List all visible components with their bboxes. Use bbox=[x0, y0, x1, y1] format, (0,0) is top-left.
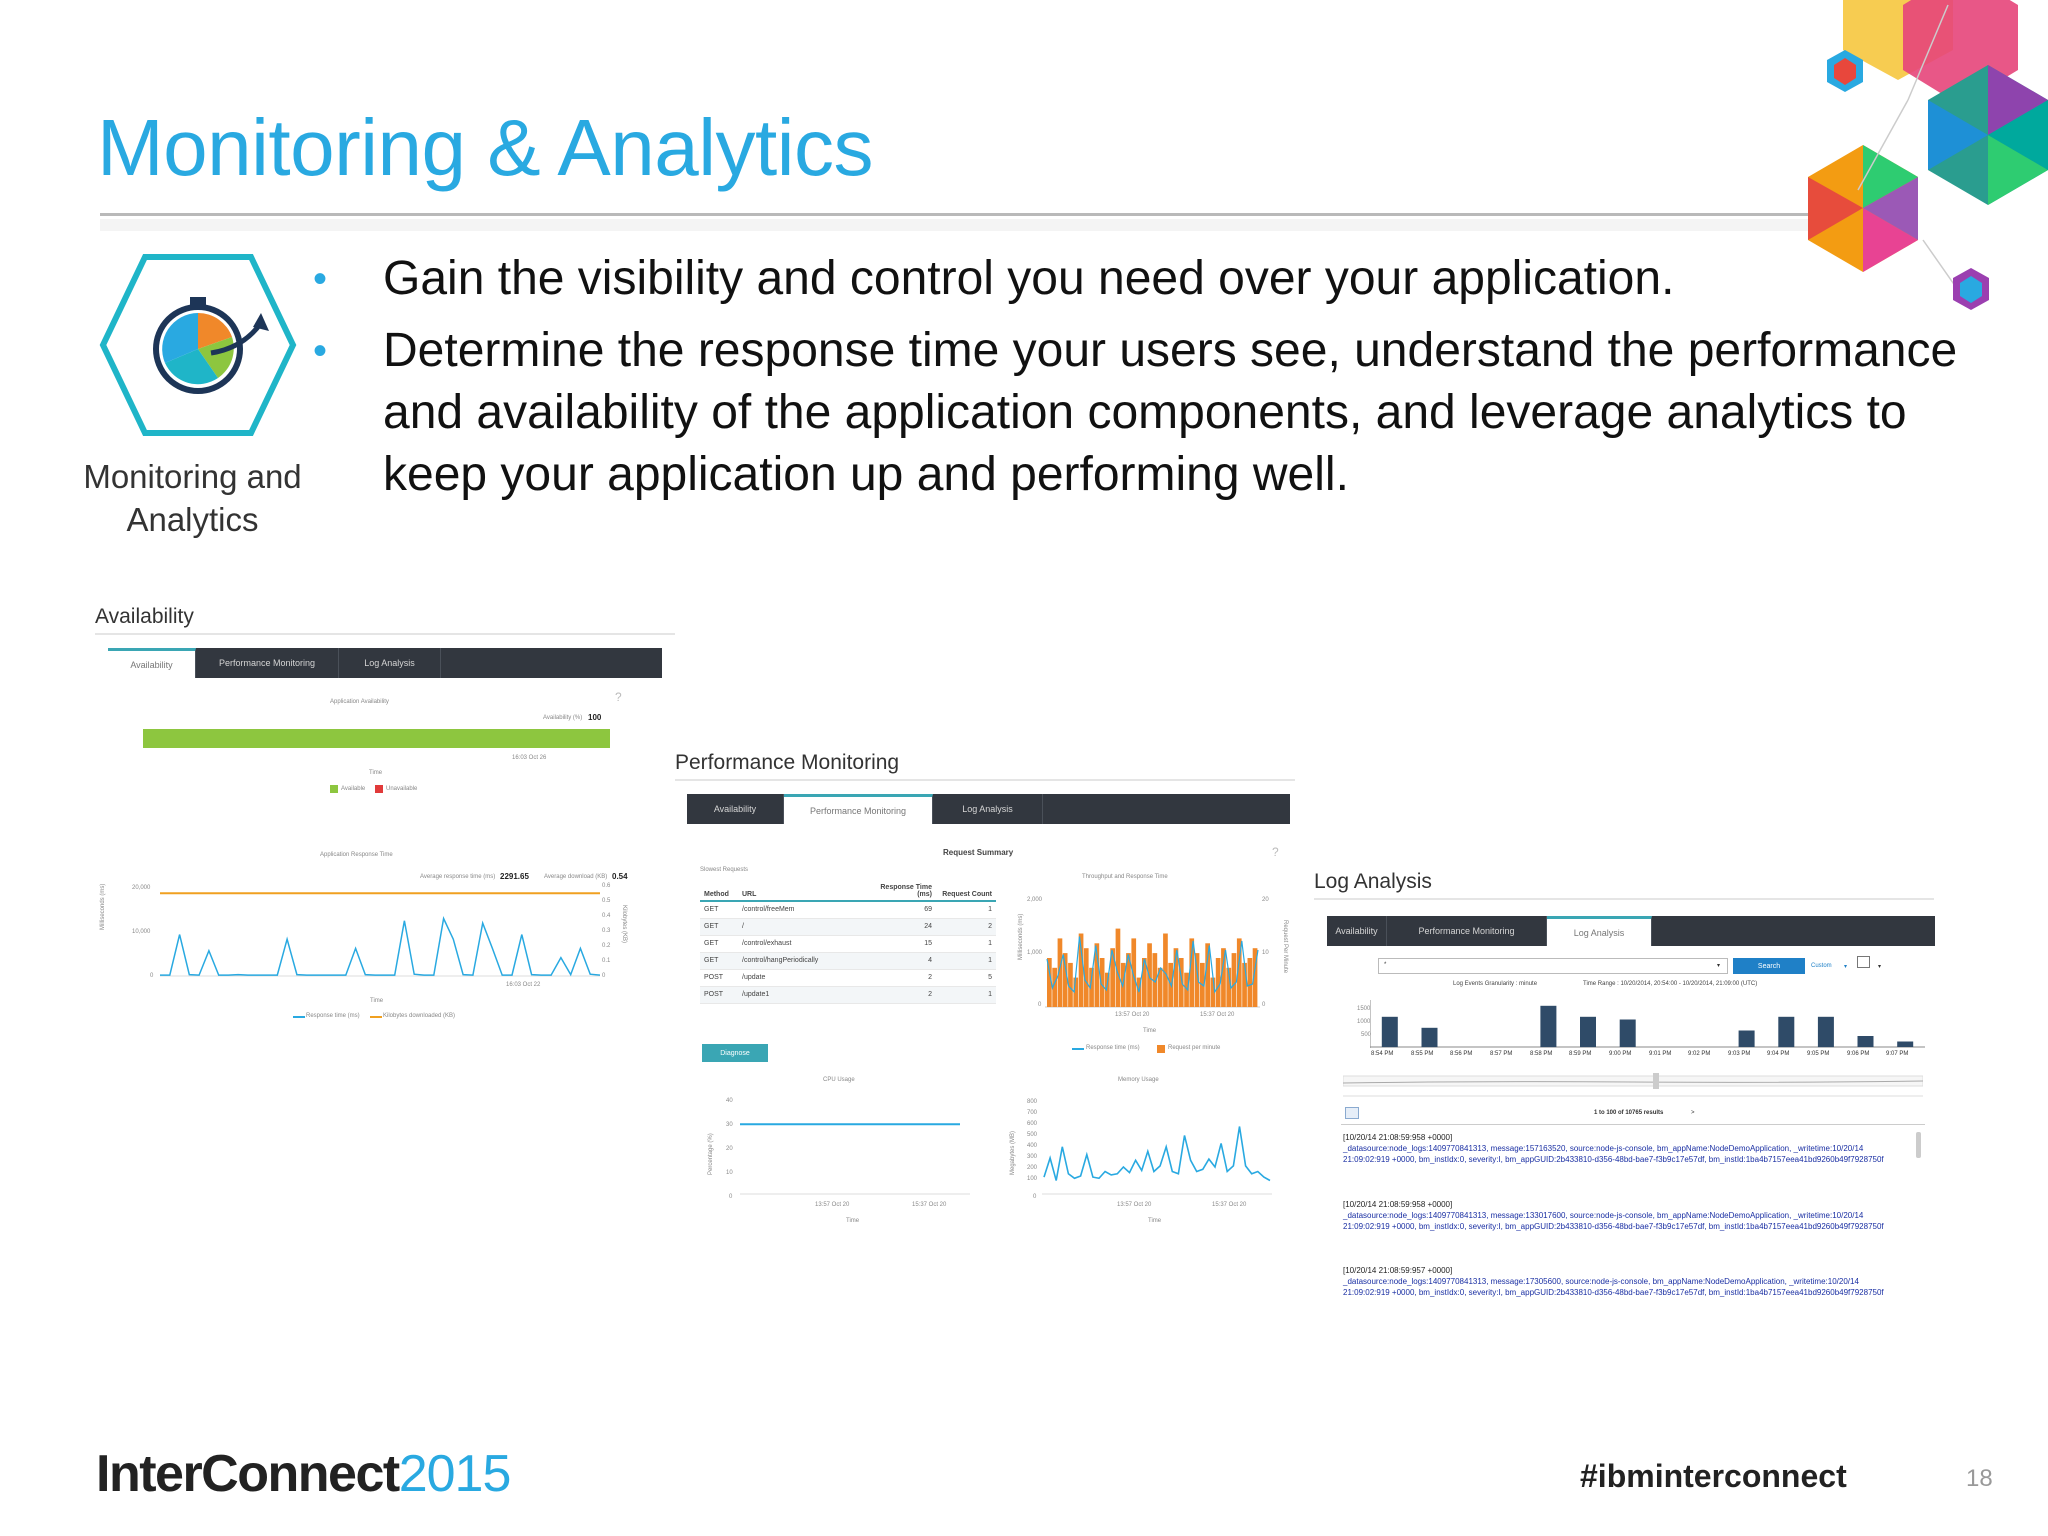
cpu-usage-chart bbox=[740, 1100, 970, 1198]
log-x-tick: 9:01 PM bbox=[1649, 1051, 1672, 1057]
response-time-x-label: Time bbox=[370, 998, 384, 1004]
log-panel-rule bbox=[1314, 898, 1934, 900]
throughput-x-tick: 13:57 Oct 20 bbox=[1115, 1012, 1150, 1018]
throughput-tick: 1,000 bbox=[1027, 950, 1043, 956]
tab-log-analysis[interactable]: Log Analysis bbox=[1547, 916, 1652, 946]
throughput-tick: 0 bbox=[1038, 1002, 1042, 1008]
log-x-tick: 9:06 PM bbox=[1847, 1051, 1870, 1057]
app-availability-title: Application Availability bbox=[330, 699, 389, 705]
legend-unavailable-label: Unavailable bbox=[386, 786, 418, 792]
table-cell: 2 bbox=[936, 918, 996, 935]
log-entry-timestamp: [10/20/14 21:08:59:957 +0000] bbox=[1343, 1266, 1453, 1275]
log-events-chart bbox=[1370, 1000, 1925, 1048]
memory-usage-title: Memory Usage bbox=[1118, 1077, 1159, 1083]
cpu-tick: 40 bbox=[726, 1098, 733, 1104]
tab-log-analysis[interactable]: Log Analysis bbox=[339, 648, 441, 678]
memory-y-label: Megabytes (MB) bbox=[1010, 1130, 1016, 1175]
table-cell: 5 bbox=[936, 969, 996, 986]
table-row[interactable] bbox=[700, 935, 996, 952]
cpu-x-label: Time bbox=[846, 1218, 860, 1224]
legend-response-label: Response time (ms) bbox=[306, 1013, 360, 1019]
log-entry-body: _datasource:node_logs:1409770841313, message:17305600, source:node-js-console, bm_appName:NodeDemoApplication, _writetime:10/20/14 21:09:02:919 +0000, bm_instIdx:0, severity:I, bm_appGUID:2b433810-d356-48bd-bae7-f3b9c17e57df, bm_instId:1ba4b7157eea41bd9260b49f7928750f bbox=[1343, 1277, 1884, 1297]
slide-title: Monitoring & Analytics bbox=[97, 103, 874, 192]
availability-tabbar bbox=[108, 648, 662, 678]
availability-value: 100 bbox=[588, 713, 602, 722]
request-bar bbox=[1063, 953, 1068, 1007]
memory-tick: 0 bbox=[1033, 1194, 1037, 1200]
chevron-down-icon: ▾ bbox=[1844, 964, 1848, 970]
tab-availability[interactable]: Availability bbox=[108, 648, 196, 678]
log-x-tick: 8:56 PM bbox=[1450, 1051, 1473, 1057]
cpu-y-label: Percentage (%) bbox=[708, 1133, 714, 1175]
log-event-bar bbox=[1540, 1006, 1556, 1047]
response-y-tick: 10,000 bbox=[132, 929, 151, 935]
log-divider bbox=[1341, 1124, 1925, 1125]
throughput-right-tick: 0 bbox=[1262, 1002, 1266, 1008]
memory-tick: 500 bbox=[1027, 1132, 1038, 1138]
bullet-item: • Determine the response time your users see, understand the performance and availability of the application components, and leverage analytics to keep your application up and performing well. bbox=[305, 320, 1965, 506]
memory-x-label: Time bbox=[1148, 1218, 1162, 1224]
table-cell: 15 bbox=[876, 935, 936, 952]
response-y2-tick: 0.3 bbox=[602, 928, 611, 934]
table-cell: GET bbox=[700, 901, 738, 918]
legend-kb-label: Kilobytes downloaded (KB) bbox=[383, 1013, 456, 1019]
table-cell: GET bbox=[700, 952, 738, 969]
log-time-range: Time Range : 10/20/2014, 20:54:00 - 10/20/2014, 21:09:00 (UTC) bbox=[1583, 981, 1758, 987]
legend-response-label: Response time (ms) bbox=[1086, 1045, 1140, 1051]
log-x-tick: 9:05 PM bbox=[1807, 1051, 1830, 1057]
log-x-tick: 8:54 PM bbox=[1371, 1051, 1394, 1057]
cpu-tick: 20 bbox=[726, 1146, 733, 1152]
performance-panel-rule bbox=[675, 779, 1295, 781]
response-y2-tick: 0.6 bbox=[602, 883, 611, 889]
column-header: Request Count bbox=[936, 875, 996, 901]
log-entry-body: _datasource:node_logs:1409770841313, message:157163520, source:node-js-console, bm_appName:NodeDemoApplication, _writetime:10/20/14 21:09:02:919 +0000, bm_instIdx:0, severity:I, bm_appGUID:2b433810-d356-48bd-bae7-f3b9c17e57df, bm_instId:1ba4b7157eea41bd9260b49f7928750f bbox=[1343, 1144, 1884, 1164]
legend-unavailable-swatch bbox=[375, 785, 383, 793]
interconnect-logo bbox=[96, 1444, 510, 1504]
log-analysis-panel-title: Log Analysis bbox=[1314, 870, 1432, 893]
legend-response-swatch bbox=[1072, 1048, 1084, 1050]
log-entry-timestamp: [10/20/14 21:08:59:958 +0000] bbox=[1343, 1200, 1453, 1209]
log-granularity: Log Events Granularity : minute bbox=[1453, 981, 1538, 987]
log-x-tick: 8:57 PM bbox=[1490, 1051, 1513, 1057]
log-y-tick: 500 bbox=[1361, 1032, 1372, 1038]
logo-brand: InterConnect bbox=[96, 1445, 399, 1503]
throughput-y-left-label: Milliseconds (ms) bbox=[1018, 913, 1024, 960]
table-cell: 2 bbox=[876, 969, 936, 986]
request-bar bbox=[1232, 953, 1237, 1007]
table-row[interactable] bbox=[700, 952, 996, 969]
legend-requests-label: Request per minute bbox=[1168, 1045, 1221, 1051]
log-x-tick: 9:03 PM bbox=[1728, 1051, 1751, 1057]
cpu-x-tick: 13:57 Oct 20 bbox=[815, 1202, 850, 1208]
request-summary-title: Request Summary bbox=[943, 848, 1014, 857]
log-x-tick: 9:00 PM bbox=[1609, 1051, 1632, 1057]
log-x-tick: 8:58 PM bbox=[1530, 1051, 1553, 1057]
table-row[interactable] bbox=[700, 918, 996, 935]
tab-performance-monitoring[interactable]: Performance Monitoring bbox=[784, 794, 933, 824]
request-bar bbox=[1248, 958, 1253, 1007]
response-y-left-label: Milliseconds (ms) bbox=[100, 883, 106, 930]
memory-tick: 700 bbox=[1027, 1110, 1038, 1116]
title-divider-shadow bbox=[100, 219, 1900, 231]
table-cell: 1 bbox=[936, 986, 996, 1003]
avg-response-value: 2291.65 bbox=[500, 872, 529, 881]
availability-panel-rule bbox=[95, 633, 675, 635]
table-cell: /control/exhaust bbox=[738, 935, 876, 952]
log-y-tick: 1000 bbox=[1357, 1019, 1371, 1025]
performance-panel-title: Performance Monitoring bbox=[675, 751, 900, 774]
throughput-tick: 2,000 bbox=[1027, 897, 1043, 903]
slowest-requests-table bbox=[700, 875, 996, 1004]
log-event-bar bbox=[1897, 1042, 1913, 1048]
memory-x-tick: 13:57 Oct 20 bbox=[1117, 1202, 1152, 1208]
table-cell: GET bbox=[700, 918, 738, 935]
throughput-title: Throughput and Response Time bbox=[1082, 874, 1168, 880]
table-row[interactable] bbox=[700, 969, 996, 986]
search-button[interactable]: Search bbox=[1733, 958, 1805, 974]
page-number: 18 bbox=[1966, 1465, 1993, 1492]
log-x-tick: 9:02 PM bbox=[1688, 1051, 1711, 1057]
response-y2-tick: 0 bbox=[602, 973, 606, 979]
series-line-response-time bbox=[160, 919, 600, 976]
log-time-slider[interactable] bbox=[1343, 1070, 1923, 1100]
cpu-usage-title: CPU Usage bbox=[823, 1077, 855, 1083]
availability-panel-title: Availability bbox=[95, 605, 194, 628]
log-entry[interactable] bbox=[1343, 1265, 1903, 1298]
column-header: Response Time (ms) bbox=[876, 875, 936, 901]
legend-response-swatch bbox=[293, 1016, 305, 1018]
feature-label: Monitoring and Analytics bbox=[83, 458, 302, 538]
log-entry-body: _datasource:node_logs:1409770841313, message:133017600, source:node-js-console, bm_appName:NodeDemoApplication, _writetime:10/20/14 21:09:02:919 +0000, bm_instIdx:0, severity:I, bm_appGUID:2b433810-d356-48bd-bae7-f3b9c17e57df, bm_instId:1ba4b7157eea41bd9260b49f7928750f bbox=[1343, 1211, 1884, 1231]
legend-requests-swatch bbox=[1157, 1045, 1165, 1053]
log-y-tick: 1500 bbox=[1357, 1006, 1371, 1012]
request-bar bbox=[1131, 938, 1136, 1007]
table-cell: 4 bbox=[876, 952, 936, 969]
memory-tick: 200 bbox=[1027, 1165, 1038, 1171]
cpu-x-tick: 15:37 Oct 20 bbox=[912, 1202, 947, 1208]
log-event-bar bbox=[1620, 1020, 1636, 1048]
memory-tick: 100 bbox=[1027, 1176, 1038, 1182]
stopwatch-hexagon-icon bbox=[93, 253, 303, 438]
availability-date-tick: 16:03 Oct 26 bbox=[512, 755, 547, 761]
response-date-tick: 16:03 Oct 22 bbox=[506, 982, 541, 988]
legend-kb-swatch bbox=[370, 1016, 382, 1018]
availability-time-label: Time bbox=[369, 770, 383, 776]
response-time-title: Application Response Time bbox=[320, 852, 393, 858]
request-bar bbox=[1221, 948, 1226, 1007]
log-results-count: 1 to 100 of 10765 results bbox=[1594, 1110, 1664, 1116]
log-x-tick: 8:55 PM bbox=[1411, 1051, 1434, 1057]
log-x-tick: 9:07 PM bbox=[1886, 1051, 1909, 1057]
table-cell: /control/freeMem bbox=[738, 901, 876, 918]
request-bar bbox=[1205, 943, 1210, 1007]
slowest-requests-label: Slowest Requests bbox=[700, 867, 749, 873]
throughput-chart bbox=[1045, 900, 1260, 1008]
memory-tick: 400 bbox=[1027, 1143, 1038, 1149]
table-cell: 2 bbox=[876, 986, 936, 1003]
response-y2-tick: 0.5 bbox=[602, 898, 611, 904]
memory-tick: 300 bbox=[1027, 1154, 1038, 1160]
title-divider bbox=[100, 213, 1900, 216]
table-cell: POST bbox=[700, 969, 738, 986]
request-bar bbox=[1163, 934, 1168, 1008]
log-entry-timestamp: [10/20/14 21:08:59:958 +0000] bbox=[1343, 1133, 1453, 1142]
log-x-tick: 9:04 PM bbox=[1767, 1051, 1790, 1057]
help-icon[interactable]: ? bbox=[615, 690, 622, 704]
log-select-all-checkbox[interactable] bbox=[1345, 1107, 1359, 1119]
response-y-tick: 0 bbox=[150, 973, 154, 979]
log-scrollbar[interactable] bbox=[1916, 1132, 1921, 1158]
response-time-chart bbox=[160, 880, 600, 980]
tab-performance-monitoring[interactable]: Performance Monitoring bbox=[1387, 916, 1547, 946]
table-cell: 1 bbox=[936, 901, 996, 918]
log-event-bar bbox=[1818, 1017, 1834, 1047]
response-y2-tick: 0.4 bbox=[602, 913, 611, 919]
tab-availability[interactable]: Availability bbox=[1327, 916, 1387, 946]
column-header: URL bbox=[738, 875, 876, 901]
series-line-memory bbox=[1044, 1127, 1270, 1181]
memory-tick: 800 bbox=[1027, 1099, 1038, 1105]
chevron-down-icon: ▾ bbox=[1717, 963, 1721, 969]
performance-tabbar bbox=[687, 794, 1290, 824]
legend-available-label: Available bbox=[341, 786, 366, 792]
log-search-value: * bbox=[1384, 962, 1387, 968]
avg-download-label: Average download (KB) bbox=[544, 874, 608, 880]
memory-usage-chart bbox=[1042, 1100, 1272, 1198]
table-cell: /update1 bbox=[738, 986, 876, 1003]
table-cell: /update bbox=[738, 969, 876, 986]
log-event-bar bbox=[1382, 1017, 1398, 1047]
table-cell: 24 bbox=[876, 918, 936, 935]
table-cell: 69 bbox=[876, 901, 936, 918]
table-cell: / bbox=[738, 918, 876, 935]
table-cell: /control/hangPeriodically bbox=[738, 952, 876, 969]
response-y-right-label: Kilobytes (KB) bbox=[621, 905, 627, 944]
table-row[interactable] bbox=[700, 901, 996, 918]
log-entry[interactable] bbox=[1343, 1199, 1903, 1232]
avg-response-label: Average response time (ms) bbox=[420, 874, 496, 880]
calendar-icon[interactable] bbox=[1857, 956, 1870, 968]
throughput-y-right-label: Request Per Minute bbox=[1282, 920, 1288, 974]
help-icon[interactable]: ? bbox=[1272, 845, 1279, 859]
avg-download-value: 0.54 bbox=[612, 872, 628, 881]
table-cell: 1 bbox=[936, 935, 996, 952]
column-header: Method bbox=[700, 875, 738, 901]
table-cell: POST bbox=[700, 986, 738, 1003]
table-cell: 1 bbox=[936, 952, 996, 969]
response-y-tick: 20,000 bbox=[132, 885, 151, 891]
logo-year: 2015 bbox=[398, 1445, 511, 1503]
response-y2-tick: 0.1 bbox=[602, 958, 611, 964]
table-cell: GET bbox=[700, 935, 738, 952]
custom-dropdown[interactable]: Custom bbox=[1811, 963, 1832, 969]
cpu-tick: 30 bbox=[726, 1122, 733, 1128]
request-bar bbox=[1242, 963, 1247, 1007]
log-tabbar bbox=[1327, 916, 1935, 946]
log-x-tick: 8:59 PM bbox=[1569, 1051, 1592, 1057]
throughput-right-tick: 10 bbox=[1262, 950, 1269, 956]
availability-label: Availability (%) bbox=[543, 715, 583, 721]
memory-x-tick: 15:37 Oct 20 bbox=[1212, 1202, 1247, 1208]
availability-bar bbox=[143, 729, 610, 748]
cpu-tick: 10 bbox=[726, 1170, 733, 1176]
log-entry[interactable] bbox=[1343, 1132, 1903, 1165]
tab-log-analysis[interactable]: Log Analysis bbox=[933, 794, 1043, 824]
log-event-bar bbox=[1858, 1036, 1874, 1047]
log-event-bar bbox=[1739, 1031, 1755, 1048]
footer-hashtag: #ibminterconnect bbox=[1580, 1458, 1847, 1494]
next-page-icon[interactable]: > bbox=[1691, 1110, 1695, 1116]
log-event-bar bbox=[1422, 1028, 1438, 1047]
tab-availability[interactable]: Availability bbox=[687, 794, 784, 824]
throughput-right-tick: 20 bbox=[1262, 897, 1269, 903]
diagnose-button[interactable]: Diagnose bbox=[702, 1044, 768, 1062]
bullet-item: • Gain the visibility and control you need over your application. bbox=[305, 248, 1965, 310]
log-event-bar bbox=[1778, 1017, 1794, 1047]
chevron-down-icon: ▾ bbox=[1878, 964, 1882, 970]
throughput-x-label: Time bbox=[1143, 1028, 1157, 1034]
memory-tick: 600 bbox=[1027, 1121, 1038, 1127]
cpu-tick: 0 bbox=[729, 1194, 733, 1200]
log-event-bar bbox=[1580, 1017, 1596, 1047]
response-y2-tick: 0.2 bbox=[602, 943, 611, 949]
tab-performance-monitoring[interactable]: Performance Monitoring bbox=[196, 648, 339, 678]
bullet-list bbox=[305, 248, 1965, 516]
throughput-x-tick: 15:37 Oct 20 bbox=[1200, 1012, 1235, 1018]
log-search-input[interactable] bbox=[1378, 958, 1728, 974]
legend-available-swatch bbox=[330, 785, 338, 793]
table-row[interactable] bbox=[700, 986, 996, 1003]
